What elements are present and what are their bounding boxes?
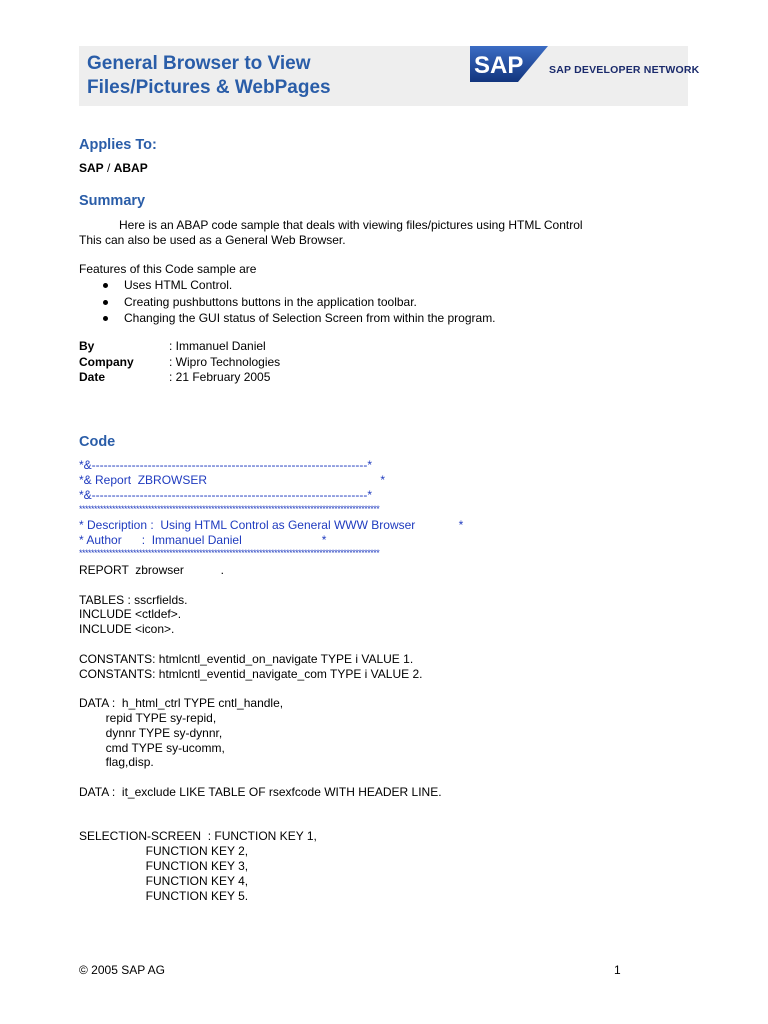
summary-line-2: This can also be used as a General Web Browser. xyxy=(79,233,346,247)
meta-row-company xyxy=(79,355,280,371)
feature-item: Creating pushbuttons buttons in the application toolbar. xyxy=(79,294,496,311)
document-title xyxy=(87,52,331,100)
applies-to-value xyxy=(79,161,148,176)
by-value: : Immanuel Daniel xyxy=(169,339,266,353)
date-label: Date xyxy=(79,370,106,384)
company-label: Company xyxy=(79,354,134,369)
code-heading: Code xyxy=(79,434,116,450)
meta-row-date xyxy=(79,370,280,386)
code-stars-line: **************************************************************************************************** xyxy=(79,505,380,514)
logo-text: SAP DEVELOPER NETWORK xyxy=(549,64,700,76)
code-comment-line: *&---------------------------------------------------------------------* xyxy=(79,488,373,502)
applies-to-heading: Applies To: xyxy=(79,137,157,153)
company-value: : Wipro Technologies xyxy=(169,354,281,369)
summary-heading: Summary xyxy=(79,193,146,209)
logo-mark: SAP xyxy=(474,52,524,79)
code-stars-line: **************************************************************************************************** xyxy=(79,549,380,558)
applies-to-separator: / xyxy=(103,161,114,175)
footer-page-number: 1 xyxy=(614,963,621,977)
title-line-2: Files/Pictures & WebPages xyxy=(87,77,331,98)
author-meta xyxy=(79,339,280,386)
sap-logo-icon xyxy=(470,46,550,86)
feature-item: Changing the GUI status of Selection Screen from within the program. xyxy=(79,310,496,327)
title-line-1: General Browser to View xyxy=(87,53,311,74)
code-body: REPORT zbrowser . TABLES : sscrfields. INCLUDE <ctldef>. INCLUDE <icon>. CONSTANTS: htmlcntl_eventid_on_navigate TYPE i VALUE 1. CONSTANTS: htmlcntl_eventid_navigate_com TYPE i VALUE 2. DATA : h_html_ctrl TYPE cntl_handle, repid TYPE sy-repid, dynnr TYPE sy-dynnr, cmd TYPE sy-ucomm, flag,disp. DATA : it_exclude LIKE TABLE OF rsexfcode WITH HEADER LINE. SELECTION-SCREEN : FUNCTION KEY 1, FUNCTION KEY 2, FUNCTION KEY 3, FUNCTION KEY 4, FUNCTION KEY 5. xyxy=(79,563,442,903)
by-label: By xyxy=(79,339,95,353)
document-header xyxy=(79,46,700,106)
applies-to-sap: SAP xyxy=(79,161,104,175)
date-value: : 21 February 2005 xyxy=(169,370,271,384)
summary-line-1: Here is an ABAP code sample that deals with viewing files/pictures using HTML Control xyxy=(79,218,583,232)
features-list xyxy=(79,277,496,327)
features-intro: Features of this Code sample are xyxy=(79,262,257,276)
feature-item: Uses HTML Control. xyxy=(79,277,496,294)
code-description-line: * Description : Using HTML Control as General WWW Browser * xyxy=(79,518,464,532)
meta-row-by xyxy=(79,339,280,355)
sap-developer-network-logo xyxy=(470,46,700,86)
code-comment-line: *& Report ZBROWSER * xyxy=(79,473,386,487)
code-comment-line: *&---------------------------------------------------------------------* xyxy=(79,458,373,472)
code-author-line: * Author : Immanuel Daniel * xyxy=(79,533,327,547)
footer-copyright: © 2005 SAP AG xyxy=(79,963,166,977)
applies-to-abap: ABAP xyxy=(113,161,148,175)
